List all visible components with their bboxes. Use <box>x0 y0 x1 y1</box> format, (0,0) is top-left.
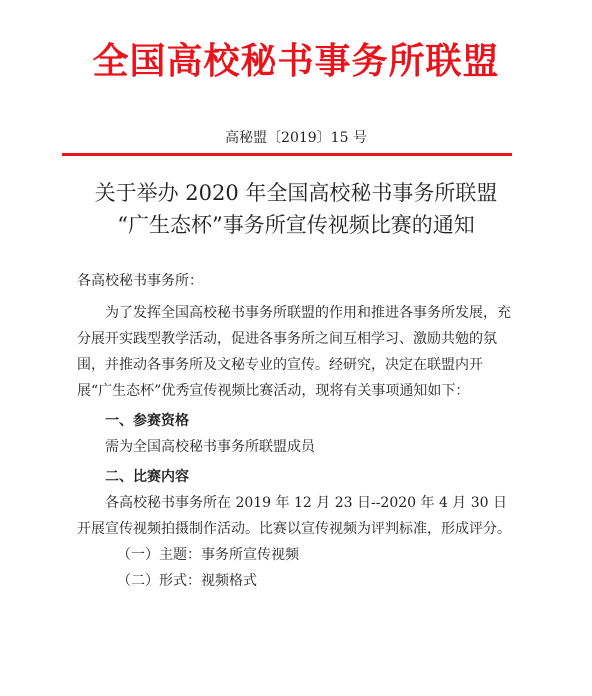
content-paragraph: 各高校秘书事务所在 2019 年 12 月 23 日--2020 年 4 月 30 日开展宣传视频拍摄制作活动。比赛以宣传视频为评判标准，形成评分。 <box>77 495 511 537</box>
eligibility-text: 需为全国高校秘书事务所联盟成员 <box>105 439 315 455</box>
item-format: （二）形式：视频格式 <box>117 573 257 589</box>
red-divider <box>62 153 512 156</box>
notice-title-line-1: 关于举办 2020 年全国高校秘书事务所联盟 <box>94 181 498 205</box>
notice-body <box>77 268 517 594</box>
intro-paragraph: 为了发挥全国高校秘书事务所联盟的作用和推进各事务所发展，充分展开实践型教学活动，促进各事务所之间互相学习、激励共勉的氛围，并推动各事务所及文秘专业的宣传。经研究，决定在联盟内开展“广生态杯”优秀宣传视频比赛活动，现将有关事项通知如下： <box>77 305 511 399</box>
notice-title <box>0 177 592 241</box>
salutation: 各高校秘书事务所： <box>77 273 203 289</box>
section-heading-eligibility: 一、参赛资格 <box>105 413 189 429</box>
item-theme: （一）主题：事务所宣传视频 <box>117 547 299 563</box>
section-heading-content: 二、比赛内容 <box>105 469 189 485</box>
org-title: 全国高校秘书事务所联盟 <box>92 41 500 82</box>
notice-title-line-2: “广生态杯”事务所宣传视频比赛的通知 <box>117 213 475 237</box>
document-number: 高秘盟〔2019〕15 号 <box>225 130 367 146</box>
